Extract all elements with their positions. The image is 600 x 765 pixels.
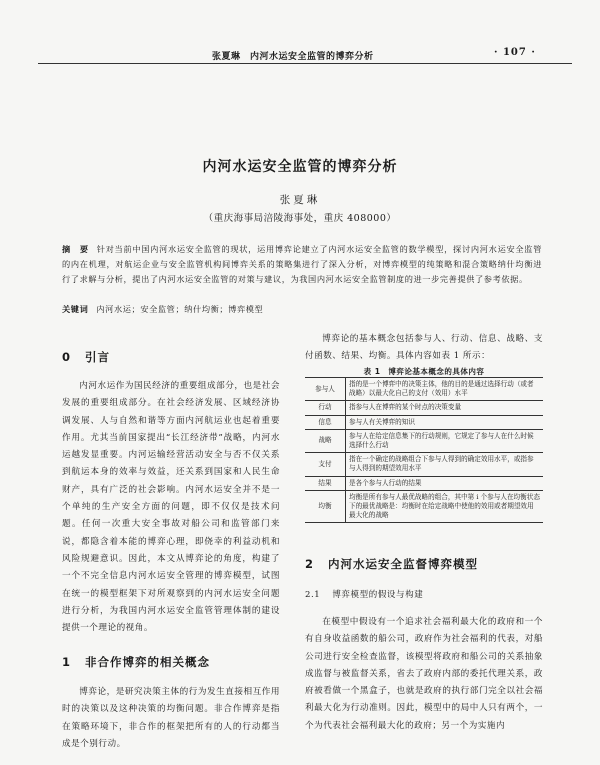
- table-cell-term: 均衡: [305, 490, 346, 523]
- table-cell-term: 战略: [305, 429, 346, 452]
- table-cell-term: 结果: [305, 476, 346, 490]
- intro-paragraph: 内河水运作为国民经济的重要组成部分，也是社会发展的重要组成部分。在社会经济发展、区域经济协调发展、人与自然和谐等方面内河航运业也起着重要作用。尤其当前国家提出“长江经济带”战略，内河水运越发显重要。内河运输经营活动安全与否不仅关系到航运本身的效率与效益，还关系到国家和人民生命财产，具有广泛的社会影响。内河水运安全并不是一个单纯的生产安全方面的问题，即不仅仅是技术问题。任何一次重大安全事故对船公司和监管部门来说，都隐含着本能的博弈心理，即侥幸的利益动机和风险规避意识。因此，本文从博弈论的角度，构建了一个不完全信息内河水运安全管理的博弈模型，试图在统一的模型框架下对所观察到的内河水运安全问题进行分析，为我国内河水运安全监管管理体制的建设提供一个理论的视角。: [62, 381, 280, 634]
- section-0-number: 0: [62, 350, 72, 364]
- table-cell-description: 参与人有关博弈的知识: [346, 415, 544, 429]
- table-1-caption: 表 1 博弈论基本概念的具体内容: [363, 367, 485, 376]
- page-number: · 107 ·: [494, 47, 536, 58]
- section-2-paragraph: 在模型中假设有一个追求社会福利最大化的政府和一个有自身收益函数的船公司，政府作为社会福利的代表，对船公司进行安全检查监督，该模型将政府和船公司的关系抽象成监督与被监督关系，省去了政府内部的委托代理关系，政府被看做一个黑盒子，也就是政府的执行部门完全以社会福利最大化为行动准则。因此，模型中的局中人只有两个，一个为代表社会福利最大化的政府；另一个为实施内: [305, 617, 543, 731]
- header-divider: [38, 63, 572, 64]
- article-title: 内河水运安全监管的博弈分析: [202, 159, 398, 175]
- section-0-title: 引言: [85, 350, 111, 364]
- table-cell-term: 信息: [305, 415, 346, 429]
- section-2-number: 2: [305, 557, 315, 571]
- table-cell-description: 指的是一个博弈中的决策主体，他的目的是通过选择行动（或者战略）以最大化自己的支付（效用）水平: [346, 378, 544, 401]
- table-row: [305, 378, 543, 401]
- table-cell-description: 指参与人在博弈的某个时点的决策变量: [346, 401, 544, 415]
- section-0-heading: [62, 349, 280, 365]
- table-cell-term: 支付: [305, 453, 346, 476]
- table-cell-description: 参与人在给定信息集下的行动规则，它规定了参与人在什么时候选择什么行动: [346, 429, 544, 452]
- subsection-2-1-heading: [305, 588, 543, 600]
- section-2-heading: [305, 556, 543, 572]
- keywords-text: 内河水运；安全监管；纳什均衡；博弈模型: [96, 304, 264, 314]
- table-cell-term: 行动: [305, 401, 346, 415]
- subsection-2-1-number: 2.1: [305, 590, 321, 600]
- abstract-label: 摘 要: [62, 244, 89, 254]
- table-cell-description: 均衡是所有参与人最优战略的组合，其中第 i 个参与人在均衡状态下的最优战略是：均衡时在给定战略中使他的效用或者期望效用最大化的战略: [346, 490, 544, 523]
- table-cell-term: 参与人: [305, 378, 346, 401]
- running-title: 张夏琳 内河水运安全监管的博弈分析: [212, 52, 374, 62]
- subsection-2-1-title: 博弈模型的假设与构建: [332, 590, 424, 600]
- section-1-paragraph: 博弈论，是研究决策主体的行为发生直接相互作用时的决策以及这种决策的均衡问题。非合作博弈是指在策略环境下，非合作的框架把所有的人的行动都当成是个别行动。: [62, 687, 280, 749]
- table-row: [305, 453, 543, 476]
- table-1: [305, 377, 543, 523]
- section-1-number: 1: [62, 655, 72, 669]
- section-1-heading: [62, 654, 280, 670]
- table-row: [305, 476, 543, 490]
- author-affiliation: （重庆海事局涪陵海事处，重庆 408000）: [203, 213, 397, 224]
- author-name: 张夏琳: [279, 194, 321, 206]
- concepts-intro-paragraph: 博弈论的基本概念包括参与人、行动、信息、战略、支付函数、结果、均衡。具体内容如表 1 所示：: [305, 334, 543, 362]
- table-cell-description: 指在一个确定的战略组合下参与人得到的确定效用水平，或指参与人得到的期望效用水平: [346, 453, 544, 476]
- table-cell-description: 是各个参与人行动的结果: [346, 476, 544, 490]
- table-row: [305, 490, 543, 523]
- table-row: [305, 401, 543, 415]
- section-2-title: 内河水运安全监督博弈模型: [328, 557, 479, 571]
- keywords: [62, 304, 542, 315]
- abstract-text: 针对当前中国内河水运安全监管的现状，运用博弈论建立了内河水运安全监管的数学模型，探讨内河水运安全监管的内在机理，对航运企业与安全监管机构间博弈关系的策略集进行了深入分析，对博弈模型的纯策略和混合策略纳什均衡进行了求解与分析，提出了内河水运安全监管的对策与建议，为我国内河水运安全监管制度的进一步完善提供了参考依据。: [62, 244, 542, 284]
- keywords-label: 关键词: [62, 304, 89, 314]
- abstract: [62, 242, 542, 287]
- table-row: [305, 415, 543, 429]
- table-row: [305, 429, 543, 452]
- section-1-title: 非合作博弈的相关概念: [85, 655, 211, 669]
